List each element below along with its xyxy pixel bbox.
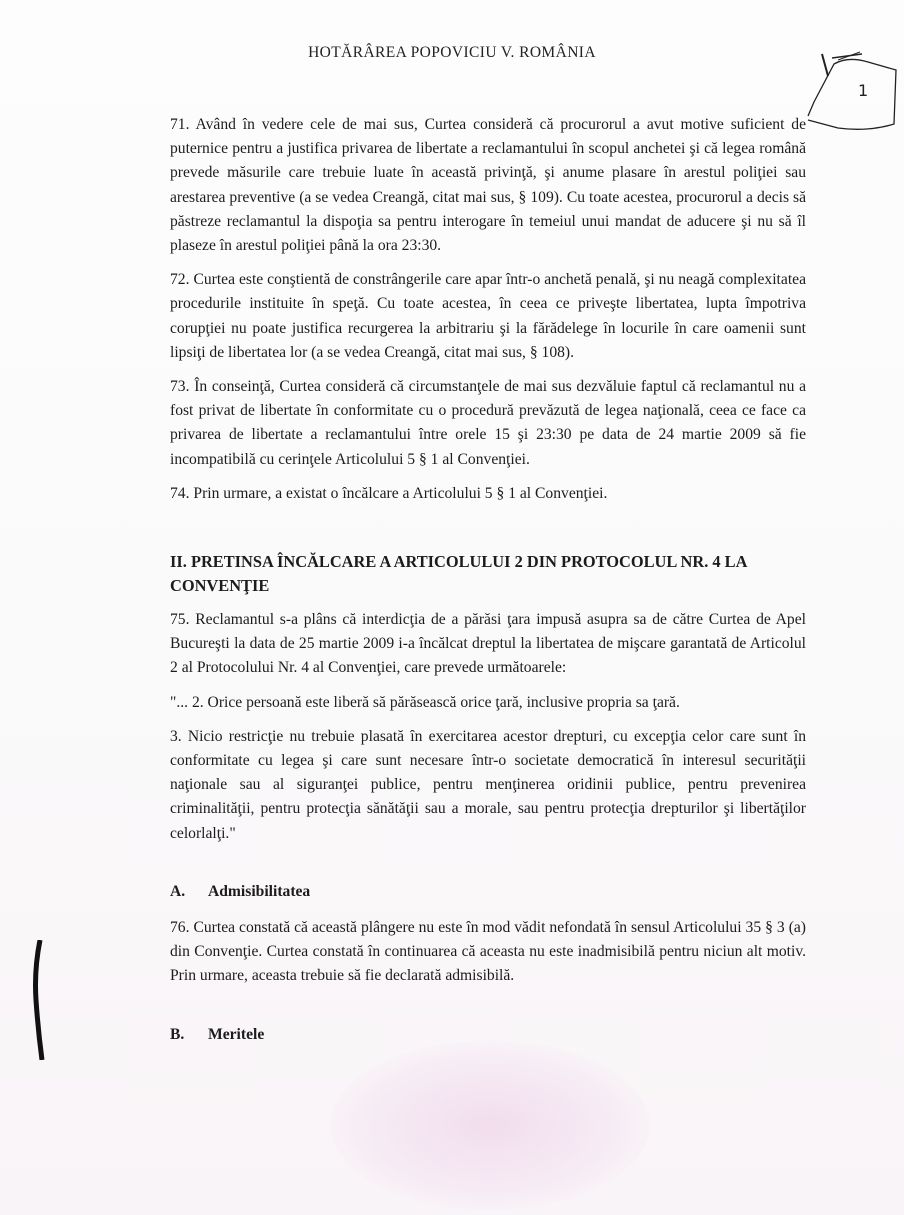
quote-article-2: "... 2. Orice persoană este liberă să părăsească orice ţară, inclusive propria sa ţară. — [170, 693, 680, 711]
document-body — [170, 113, 806, 1059]
page-header-title: HOTĂRÂREA POPOVICIU V. ROMÂNIA — [308, 44, 596, 61]
pink-stain — [330, 1040, 650, 1210]
paragraph-75: 75. Reclamantul s-a plâns că interdicţia de a părăsi ţara impusă asupra sa de către Curtea de Apel Bucureşti la data de 25 martie 2009 i-a încălcat dreptul la libertatea de mişcare garantată de Articolul 2 al Protocolului Nr. 4 al Convenţiei, care prevede următoarele: — [170, 611, 806, 677]
section-heading-ii: II. PRETINSA ÎNCĂLCARE A ARTICOLULUI 2 DIN PROTOCOLUL NR. 4 LA CONVENŢIE — [170, 552, 747, 596]
corner-mark-number: 1 — [858, 81, 869, 100]
paragraph-76: 76. Curtea constată că această plângere nu este în mod vădit nefondată în sensul Articolului 35 § 3 (a) din Convenţie. Curtea constată în continuarea că aceasta nu este inadmisibilă pentru niciun alt motiv. Prin urmare, aceasta trebuie să fie declarată admisibilă. — [170, 919, 806, 985]
handwritten-corner-mark — [798, 46, 898, 136]
subheading-a — [170, 880, 806, 904]
paragraph-71: 71. Având în vedere cele de mai sus, Curtea consideră că procurorul a avut motive suficient de puternice pentru a justifica privarea de libertate a reclamantului în scopul anchetei şi că legea română prevede măsurile care trebuie luate în această privinţă, şi anume plasare în arestul poliţiei sau arestarea preventive (a se vedea Creangă, citat mai sus, § 109). Cu toate acestea, procurorul a decis să păstreze reclamantul la dispoţia sa pentru interogare în temeiul unui mandat de aducere şi nu să îl plaseze în arestul poliţiei până la ora 23:30. — [170, 116, 806, 255]
subheading-a-title: Admisibilitatea — [208, 882, 311, 900]
subheading-b — [170, 1023, 806, 1047]
paragraph-72: 72. Curtea este conştientă de constrângerile care apar într-o anchetă penală, şi nu neagă complexitatea procedurile instituite în speţă. Cu toate acestea, în ceea ce priveşte libertatea, lupta împotriva corupţiei nu poate justifica recurgerea la arbitrariu şi la fărădelege în locurile în care oamenii sunt lipsiţi de libertatea lor (a se vedea Creangă, citat mai sus, § 108). — [170, 271, 806, 361]
paragraph-73: 73. În conseinţă, Curtea consideră că circumstanţele de mai sus dezvăluie faptul că reclamantul nu a fost privat de libertate în conformitate cu o procedură prevăzută de legea naţională, ceea ce face ca privarea de libertate a reclamantului între orele 15 şi 23:30 pe data de 24 martie 2009 să fie incompatibilă cu cerinţele Articolului 5 § 1 al Convenţiei. — [170, 378, 806, 468]
paragraph-74: 74. Prin urmare, a existat o încălcare a Articolului 5 § 1 al Convenţiei. — [170, 484, 608, 502]
quote-article-3: 3. Nicio restricţie nu trebuie plasată în exercitarea acestor drepturi, cu excepţia celor care sunt în conformitate cu legea şi care sunt necesare într-o societate democratică în interesul securităţii naţionale sau al siguranţei publice, pentru menţinerea oridinii publice, pentru prevenirea criminalităţii, pentru protecţia sănătăţii sau a morale, sau pentru protecţia drepturilor şi libertăţilor celorlalţi." — [170, 727, 806, 842]
left-scan-mark — [30, 940, 50, 1060]
subheading-b-letter: B. — [170, 1025, 185, 1043]
subheading-b-title: Meritele — [208, 1025, 265, 1043]
subheading-a-letter: A. — [170, 882, 186, 900]
